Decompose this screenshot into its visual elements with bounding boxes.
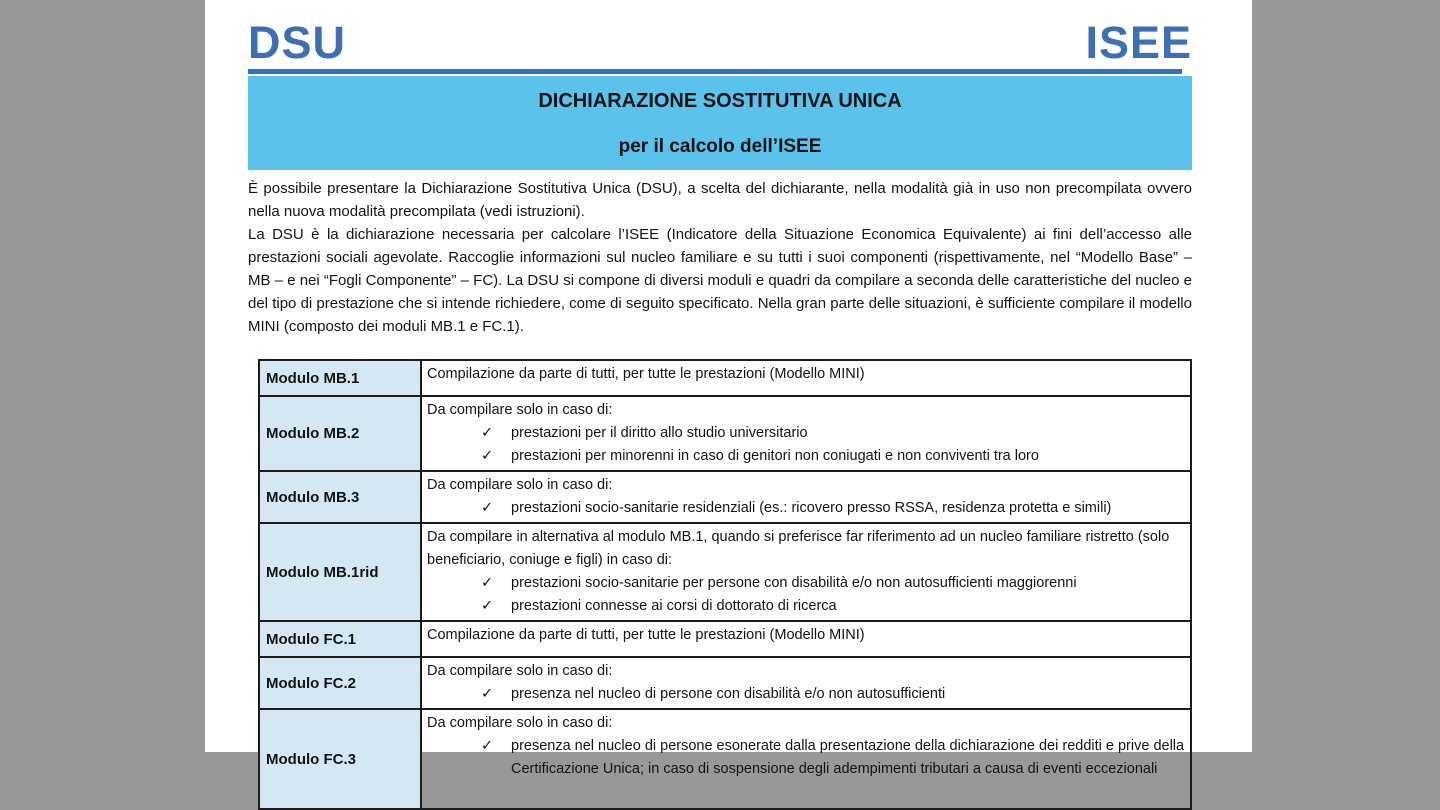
document-subtitle: per il calcolo dell’ISEE [618,136,822,157]
module-name-cell: Modulo FC.1 [259,621,421,657]
header-rule [248,69,1182,74]
module-desc-cell [421,709,1191,809]
module-desc-intro: Da compilare solo in caso di: [427,715,613,731]
document-title: DICHIARAZIONE SOSTITUTIVA UNICA [538,90,902,112]
isee-label: ISEE [1085,17,1192,68]
module-name-cell: Modulo MB.2 [259,396,421,471]
module-name-cell: Modulo MB.1rid [259,523,421,621]
bullet-item [427,445,1185,468]
bullet-item [427,422,1185,445]
module-desc-intro: Da compilare in alternativa al modulo MB.1, quando si preferisce far riferimento ad un nucleo familiare ristretto (solo beneficiario, coniuge e figli) in caso di: [427,529,1170,568]
title-box [248,76,1192,170]
bullet-text: prestazioni connesse ai corsi di dottorato di ricerca [511,598,837,614]
check-icon: ✓ [481,575,494,591]
check-icon: ✓ [481,686,494,702]
module-desc-intro: Da compilare solo in caso di: [427,477,613,493]
module-desc-intro: Da compilare solo in caso di: [427,663,613,679]
bullet-text: prestazioni socio-sanitarie residenziali (es.: ricovero presso RSSA, residenza protetta e simili) [511,500,1112,516]
bullet-text: presenza nel nucleo di persone con disabilità e/o non autosufficienti [511,686,946,702]
module-row [259,657,1191,709]
bullet-item [427,497,1185,520]
module-name-cell: Modulo MB.3 [259,471,421,523]
bullet-text: presenza nel nucleo di persone esonerate dalla presentazione della dichiarazione dei redditi e prive della Certificazione Unica; in caso di sospensione degli adempimenti tributari a causa di eventi eccezionali [511,738,1185,777]
module-desc-intro: Compilazione da parte di tutti, per tutte le prestazioni (Modello MINI) [427,627,865,643]
bullet-text: prestazioni per minorenni in caso di genitori non coniugati e non conviventi tra loro [511,448,1039,464]
module-desc-cell [421,471,1191,523]
module-row [259,396,1191,471]
module-row [259,471,1191,523]
document-header [248,0,1192,66]
modules-table-body [259,360,1191,809]
bullet-item [427,572,1185,595]
bullet-item [427,683,1185,706]
module-name-cell: Modulo FC.3 [259,709,421,809]
intro-paragraph-1: È possibile presentare la Dichiarazione Sostitutiva Unica (DSU), a scelta del dichiarante, nella modalità già in uso non precompilata ovvero nella nuova modalità precompilata (vedi istruzioni). [248,180,1192,220]
bullet-text: prestazioni per il diritto allo studio universitario [511,425,808,441]
dsu-label: DSU [248,17,347,68]
modules-table [258,359,1192,810]
module-desc-intro: Da compilare solo in caso di: [427,402,613,418]
module-row [259,360,1191,396]
module-desc-cell [421,523,1191,621]
module-desc-cell [421,657,1191,709]
module-row [259,621,1191,657]
document-page [205,0,1252,777]
check-icon: ✓ [481,598,494,614]
check-icon: ✓ [481,500,494,516]
module-name-cell: Modulo MB.1 [259,360,421,396]
module-desc-cell [421,621,1191,657]
bullet-item [427,595,1185,618]
intro-paragraph-2: La DSU è la dichiarazione necessaria per calcolare l’ISEE (Indicatore della Situazione Economica Equivalente) ai fini dell’accesso alle prestazioni sociali agevolate. Raccoglie informazioni sul nucleo familiare e su tutti i suoi componenti (rispettivamente, nel “Modello Base” – MB – e nei “Fogli Componente” – FC). La DSU si compone di diversi moduli e quadri da compilare a seconda delle caratteristiche del nucleo e del tipo di prestazione che si intende richiedere, come di seguito specificato. Nella gran parte delle situazioni, è sufficiente compilare il modello MINI (composto dei moduli MB.1 e FC.1). [248,226,1192,335]
module-row [259,523,1191,621]
check-icon: ✓ [481,448,494,464]
bullet-text: prestazioni socio-sanitarie per persone con disabilità e/o non autosufficienti maggiorenni [511,575,1077,591]
module-desc-cell [421,396,1191,471]
module-desc-cell [421,360,1191,396]
bullet-item [427,735,1185,781]
module-name-cell: Modulo FC.2 [259,657,421,709]
check-icon: ✓ [481,738,494,754]
check-icon: ✓ [481,425,494,441]
module-desc-intro: Compilazione da parte di tutti, per tutte le prestazioni (Modello MINI) [427,366,865,382]
module-row [259,709,1191,809]
